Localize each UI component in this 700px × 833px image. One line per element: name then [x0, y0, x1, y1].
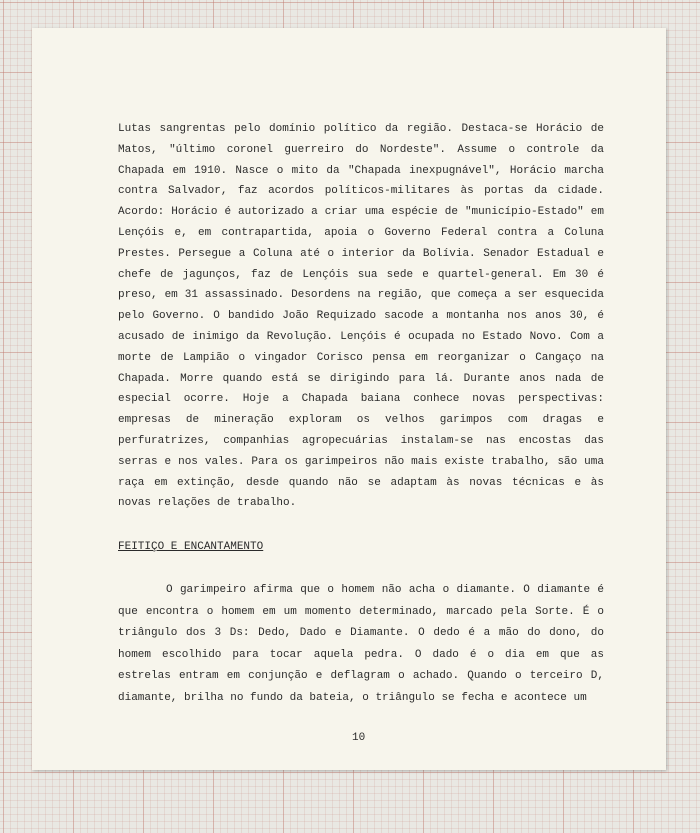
- section-paragraph: O garimpeiro afirma que o homem não acha o diamante. O diamante é que encontra o homem em um momento determinado, marcado pela Sorte. É o triângulo dos 3 Ds: Dedo, Dado e Diamante. O dedo é a mão do dono, do homem escolhido para tocar aquela pedra. O dado é o dia em que as estrelas entram em conjunção e deflagram o achado. Quando o terceiro D, diamante, brilha no fundo da bateia, o triângulo se fecha e acontece um: [118, 584, 604, 704]
- page-number: 10: [352, 732, 366, 744]
- body-paragraph: Lutas sangrentas pelo domínio político da região. Destaca-se Horácio de Matos, "último coronel guerreiro do Nordeste". Assume o controle da Chapada em 1910. Nasce o mito da "Chapada inexpugnável", Horácio marcha contra Salvador, faz acordos políticos-militares às portas da cidade. Acordo: Horácio é autorizado a criar uma espécie de "município-Estado" em Lençóis e, em contrapartida, apoia o Governo Federal contra a Coluna Prestes. Persegue a Coluna até o interior da Bolívia. Senador Estadual e chefe de jagunços, faz de Lençóis sua sede e quartel-general. Em 30 é preso, em 31 assassinado. Desordens na região, que começa a ser esquecida pelo Governo. O bandido João Requizado sacode a montanha nos anos 30, é acusado de inimigo da Revolução. Lençóis é ocupada no Estado Novo. Com a morte de Lampião o vingador Corisco pensa em reorganizar o Cangaço na Chapada. Morre quando está se dirigindo para lá. Durante anos nada de especial ocorre. Hoje a Chapada baiana conhece novas perspectivas: empresas de mineração exploram os velhos garimpos com dragas e perfuratrizes, companhias agropecuárias instalam-se nas encostas das serras e nos vales. Para os garimpeiros não mais existe trabalho, são uma raça em extinção, desde quando não se adaptam às novas técnicas e às novas relações de trabalho.: [118, 123, 604, 510]
- section-heading: FEITIÇO E ENCANTAMENTO: [118, 541, 264, 553]
